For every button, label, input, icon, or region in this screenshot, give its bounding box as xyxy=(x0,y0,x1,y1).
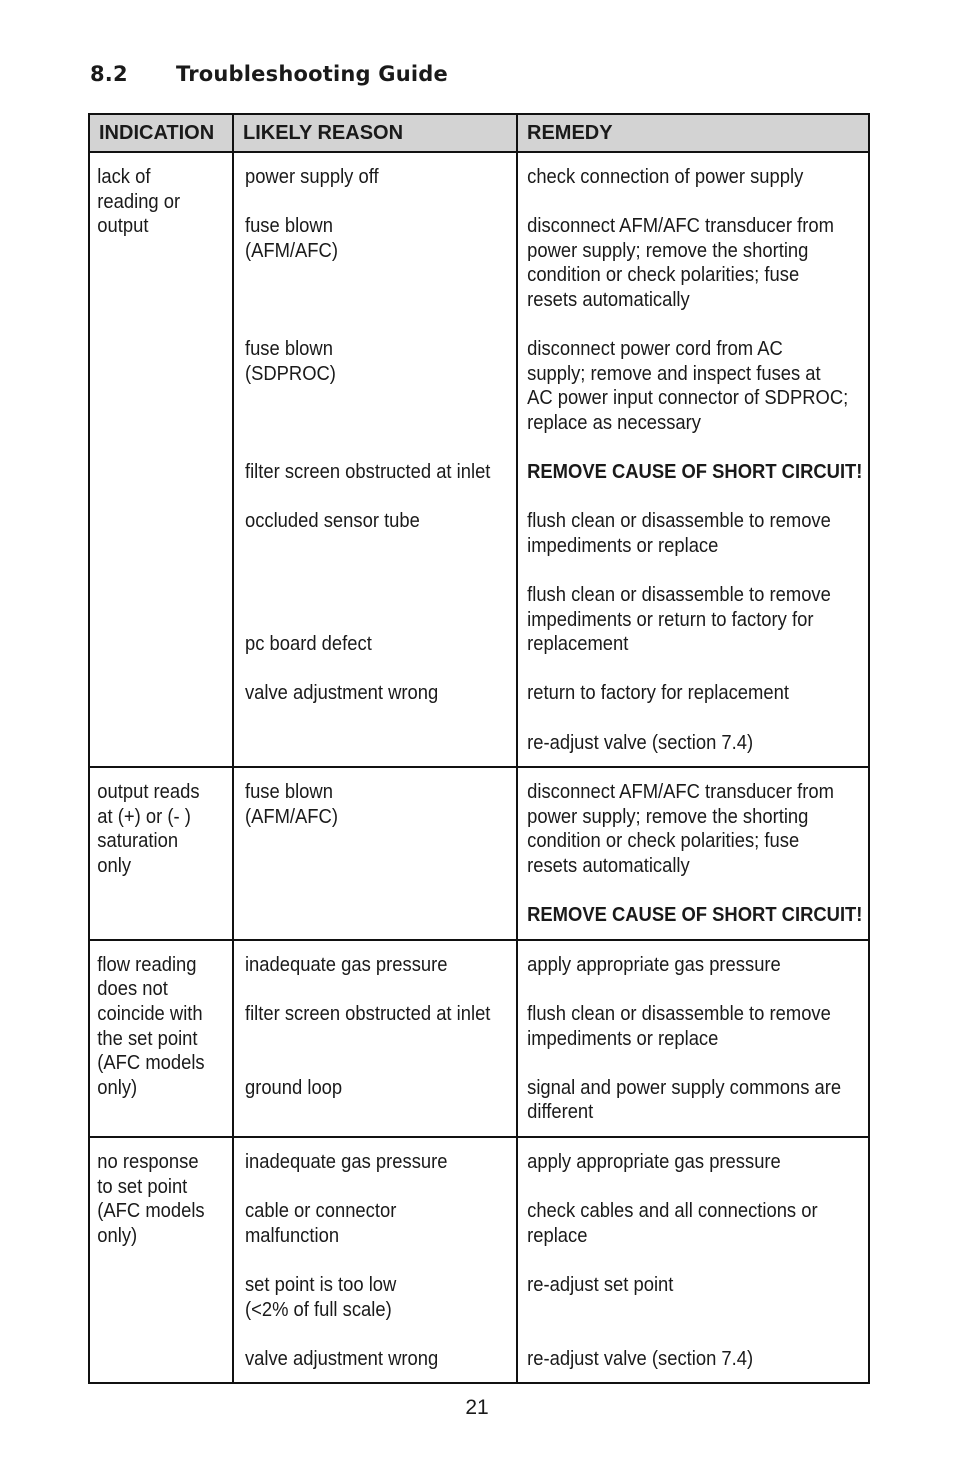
remedy-entry-line: different xyxy=(527,1101,594,1124)
remedy-entry xyxy=(527,583,836,657)
indication-line: output xyxy=(97,215,149,238)
reason-entry xyxy=(245,165,490,190)
remedy-entry-line: resets automatically xyxy=(527,288,690,311)
reason-entry xyxy=(245,1150,490,1175)
remedy-entry-line: flush clean or disassemble to remove xyxy=(527,510,831,533)
remedy-entry-line: condition or check polarities; fuse xyxy=(527,264,800,287)
reason-entry-line: inadequate gas pressure xyxy=(244,953,448,976)
reason-entry xyxy=(245,1002,490,1051)
spacer-line xyxy=(245,534,490,559)
remedy-entry xyxy=(527,1199,836,1248)
indication-line: lack of xyxy=(97,166,151,188)
reason-entry-line: valve adjustment wrong xyxy=(244,1347,439,1370)
remedy-entry-line: disconnect power cord from AC xyxy=(527,338,783,361)
indication-line: (AFC models xyxy=(97,1052,205,1075)
indication-line: output reads xyxy=(97,781,200,804)
remedy-entry-line: AC power input connector of SDPROC; xyxy=(527,387,849,410)
reason-entry xyxy=(245,1347,490,1372)
spacer-line xyxy=(527,1298,836,1323)
header-indication: INDICATION xyxy=(89,114,233,152)
spacer-line xyxy=(245,386,490,411)
reason-entry xyxy=(245,460,490,485)
reason-entry xyxy=(245,1076,490,1101)
reason-entry xyxy=(245,337,490,435)
reason-entry-line: (<2% of full scale) xyxy=(244,1298,392,1321)
reason-entry-line: cable or connector xyxy=(244,1200,397,1223)
reason-entry xyxy=(245,214,490,312)
reason-entry-line: fuse blown xyxy=(244,338,333,361)
section-heading xyxy=(90,62,448,86)
indication-line: no response xyxy=(97,1150,199,1173)
remedy-cell xyxy=(517,767,863,940)
header-remedy: REMEDY xyxy=(517,114,869,152)
reason-cell xyxy=(233,152,494,767)
remedy-entry xyxy=(527,1150,836,1175)
remedy-entry-line: power supply; remove the shorting xyxy=(527,805,809,828)
indication-line: the set point xyxy=(97,1027,198,1050)
indication-line: at (+) or (- ) xyxy=(97,805,191,828)
remedy-entry xyxy=(527,214,836,312)
reason-entry-line: occluded sensor tube xyxy=(244,510,420,533)
reason-entry-line: inadequate gas pressure xyxy=(244,1150,448,1173)
reason-entry-line: power supply off xyxy=(244,166,379,188)
reason-cell xyxy=(233,940,494,1137)
remedy-entry-line: re-adjust valve (section 7.4) xyxy=(527,1347,754,1370)
remedy-entry-line: apply appropriate gas pressure xyxy=(527,1150,781,1173)
remedy-entry-line: re-adjust set point xyxy=(527,1273,674,1296)
table-row xyxy=(89,152,869,767)
indication-line: flow reading xyxy=(97,953,197,976)
remedy-entry-line: REMOVE CAUSE OF SHORT CIRCUIT! xyxy=(527,904,863,927)
remedy-entry-line: apply appropriate gas pressure xyxy=(527,953,781,976)
indication-cell xyxy=(89,1137,221,1383)
remedy-entry-line: REMOVE CAUSE OF SHORT CIRCUIT! xyxy=(527,461,863,484)
remedy-entry-line: power supply; remove the shorting xyxy=(527,239,809,262)
remedy-entry xyxy=(527,681,836,706)
section-number: 8.2 xyxy=(90,62,128,86)
page-number: 21 xyxy=(465,1396,489,1419)
table-body xyxy=(89,152,869,1383)
header-row xyxy=(89,114,869,152)
reason-entry-line: filter screen obstructed at inlet xyxy=(244,1003,491,1025)
remedy-entry-line: signal and power supply commons are xyxy=(527,1076,842,1099)
remedy-entry xyxy=(527,731,836,756)
reason-entry xyxy=(245,1273,490,1322)
table-header xyxy=(89,114,869,152)
remedy-entry-line: condition or check polarities; fuse xyxy=(527,830,800,853)
reason-entry-line: fuse blown xyxy=(244,781,333,804)
reason-entry xyxy=(245,632,490,657)
reason-entry-line: malfunction xyxy=(244,1224,340,1247)
remedy-entry-line: flush clean or disassemble to remove xyxy=(527,1003,831,1025)
remedy-entry-line: return to factory for replacement xyxy=(527,682,789,705)
reason-entry-line: (AFM/AFC) xyxy=(244,239,338,262)
remedy-entry-line: impediments or replace xyxy=(527,1027,719,1050)
reason-cell xyxy=(233,1137,494,1383)
indication-line: saturation xyxy=(97,830,179,853)
reason-entry xyxy=(245,1199,490,1248)
remedy-entry xyxy=(527,780,836,878)
remedy-entry-line: replace as necessary xyxy=(527,411,701,434)
table-row xyxy=(89,1137,869,1383)
reason-entry-line: (SDPROC) xyxy=(244,362,336,385)
remedy-entry xyxy=(527,903,863,928)
reason-cell xyxy=(233,767,494,940)
remedy-entry xyxy=(527,1273,836,1322)
reason-entry-line: (AFM/AFC) xyxy=(244,805,338,828)
remedy-entry-line: flush clean or disassemble to remove xyxy=(527,584,831,607)
remedy-entry-line: disconnect AFM/AFC transducer from xyxy=(527,781,834,804)
remedy-entry xyxy=(527,165,836,190)
indication-line: only) xyxy=(97,1224,138,1247)
remedy-entry-line: supply; remove and inspect fuses at xyxy=(527,362,821,385)
remedy-entry xyxy=(527,460,863,485)
reason-entry-line: fuse blown xyxy=(244,215,333,238)
reason-entry-line: set point is too low xyxy=(244,1273,397,1296)
indication-line: does not xyxy=(97,978,168,1001)
indication-line: to set point xyxy=(97,1175,188,1198)
spacer-line xyxy=(245,1027,490,1052)
remedy-entry-line: impediments or return to factory for xyxy=(527,608,814,631)
indication-cell xyxy=(89,940,221,1137)
remedy-entry-line: replace xyxy=(527,1224,588,1247)
reason-entry-line: filter screen obstructed at inlet xyxy=(244,461,491,484)
indication-line: reading or xyxy=(97,190,181,213)
remedy-cell xyxy=(517,940,841,1137)
reason-entry-line: pc board defect xyxy=(244,633,372,656)
remedy-entry xyxy=(527,509,836,558)
indication-cell xyxy=(89,152,221,767)
indication-line: only) xyxy=(97,1076,138,1099)
remedy-entry xyxy=(527,1002,836,1051)
remedy-entry-line: check connection of power supply xyxy=(527,166,804,188)
reason-entry xyxy=(245,780,490,829)
troubleshooting-table xyxy=(88,113,870,1384)
indication-line: only xyxy=(97,855,132,878)
remedy-entry-line: check cables and all connections or xyxy=(527,1200,818,1223)
reason-entry xyxy=(245,681,490,706)
remedy-cell xyxy=(517,152,863,767)
remedy-entry-line: re-adjust valve (section 7.4) xyxy=(527,731,754,754)
spacer-line xyxy=(245,263,490,288)
indication-line: (AFC models xyxy=(97,1200,205,1223)
remedy-entry xyxy=(527,1347,836,1372)
spacer-line xyxy=(245,559,490,584)
spacer-line xyxy=(245,288,490,313)
remedy-cell xyxy=(517,1137,841,1383)
spacer-line xyxy=(245,411,490,436)
remedy-entry xyxy=(527,953,836,978)
table-row xyxy=(89,767,869,940)
reason-entry xyxy=(245,953,490,978)
reason-entry-line: ground loop xyxy=(244,1076,343,1099)
section-title: Troubleshooting Guide xyxy=(176,62,448,86)
remedy-entry-line: impediments or replace xyxy=(527,534,719,557)
remedy-entry xyxy=(527,337,849,435)
indication-cell xyxy=(89,767,221,940)
header-likely-reason: LIKELY REASON xyxy=(233,114,517,152)
remedy-entry-line: replacement xyxy=(527,633,629,656)
remedy-entry xyxy=(527,1076,842,1125)
remedy-entry-line: disconnect AFM/AFC transducer from xyxy=(527,215,834,238)
remedy-entry-line: resets automatically xyxy=(527,855,690,878)
reason-entry xyxy=(245,509,490,607)
table-row xyxy=(89,940,869,1137)
reason-entry-line: valve adjustment wrong xyxy=(244,682,439,705)
spacer-line xyxy=(245,583,490,608)
indication-line: coincide with xyxy=(97,1003,203,1025)
